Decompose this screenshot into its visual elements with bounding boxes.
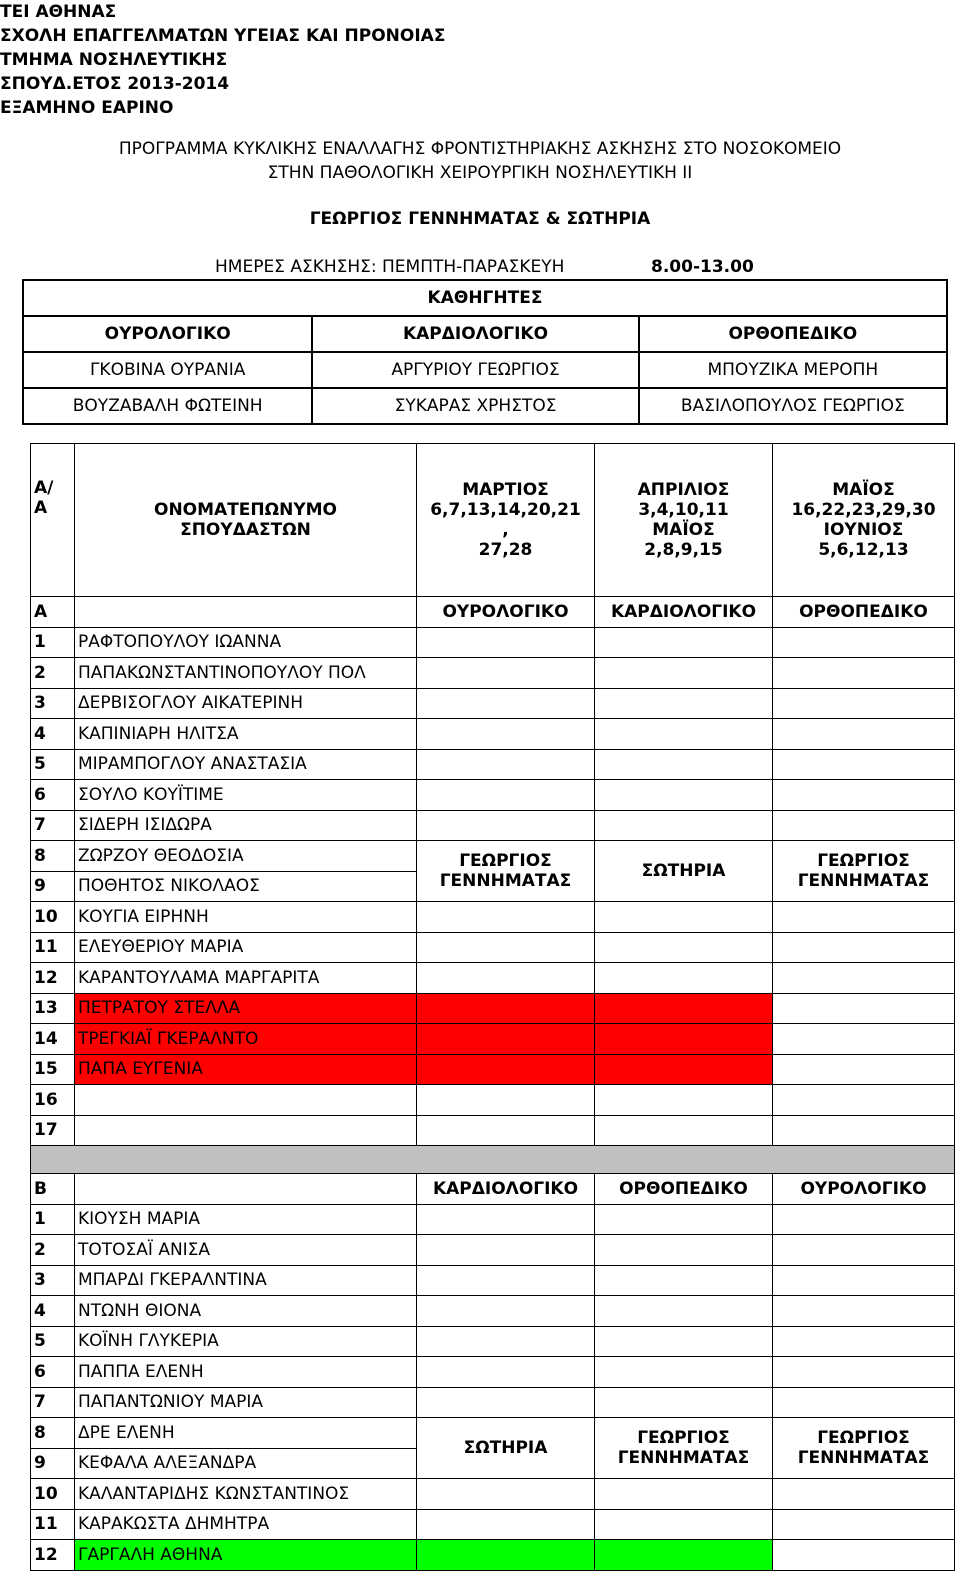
rotation-cell: [773, 1024, 955, 1055]
student-number: 9: [31, 1448, 75, 1479]
student-number: 7: [31, 1387, 75, 1418]
rotation-cell: [595, 658, 773, 689]
student-number: 9: [31, 871, 75, 902]
student-row: [31, 1357, 955, 1388]
professor-name: ΓΚΟΒΙΝΑ ΟΥΡΑΝΙΑ: [23, 352, 312, 388]
rotation-cell: [417, 1540, 595, 1571]
student-name: ΔΕΡΒΙΣΟΓΛΟΥ ΑΙΚΑΤΕΡΙΝΗ: [75, 688, 417, 719]
rotation-cell: [773, 688, 955, 719]
student-number: 4: [31, 719, 75, 750]
student-name: [75, 1085, 417, 1116]
rotation-cell: [595, 1540, 773, 1571]
rotation-cell: [595, 1115, 773, 1146]
rotation-cell: [595, 1085, 773, 1116]
period-header: ΜΑΪΟΣ 16,22,23,29,30 ΙΟΥΝΙΟΣ 5,6,12,13: [773, 444, 955, 597]
rotation-cell: [417, 749, 595, 780]
student-row: [31, 1235, 955, 1266]
program-title-line1: ΠΡΟΓΡΑΜΜΑ ΚΥΚΛΙΚΗΣ ΕΝΑΛΛΑΓΗΣ ΦΡΟΝΤΙΣΤΗΡΙΑΚΗΣ ΑΣΚΗΣΗΣ ΣΤΟ ΝΟΣΟΚΟΜΕΙΟ: [118, 139, 842, 159]
rotation-hospital: ΣΩΤΗΡΙΑ: [417, 1418, 595, 1479]
student-name: ΤΟΤΟΣΑΪ ΑΝΙΣΑ: [75, 1235, 417, 1266]
student-name: ΚΑΛΑΝΤΑΡΙΔΗΣ ΚΩΝΣΤΑΝΤΙΝΟΣ: [75, 1479, 417, 1510]
rotation-cell: [595, 749, 773, 780]
student-row: [31, 749, 955, 780]
rotation-cell: [417, 1326, 595, 1357]
rotation-cell: [417, 1296, 595, 1327]
student-row: [31, 719, 955, 750]
student-row: [31, 810, 955, 841]
professors-title: ΚΑΘΗΓΗΤΕΣ: [23, 280, 947, 316]
rotation-cell: [773, 1204, 955, 1235]
index-column-header: Α/ Α: [31, 444, 75, 597]
rotation-cell: [773, 719, 955, 750]
student-number: 12: [31, 1540, 75, 1571]
student-number: 6: [31, 780, 75, 811]
professor-name: ΣΥΚΑΡΑΣ ΧΡΗΣΤΟΣ: [312, 388, 638, 424]
professor-name: ΒΑΣΙΛΟΠΟΥΛΟΣ ΓΕΩΡΓΙΟΣ: [639, 388, 947, 424]
student-row: [31, 1204, 955, 1235]
student-row: [31, 1326, 955, 1357]
student-number: 8: [31, 841, 75, 872]
rotation-cell: [773, 658, 955, 689]
rotation-cell: [773, 627, 955, 658]
student-row: [31, 1540, 955, 1571]
student-number: 4: [31, 1296, 75, 1327]
rotation-cell: [595, 1204, 773, 1235]
student-name: ΚΙΟΥΣΗ ΜΑΡΙΑ: [75, 1204, 417, 1235]
rotation-cell: [417, 1115, 595, 1146]
student-name: ΠΑΠΑ ΕΥΓΕΝΙΑ: [75, 1054, 417, 1085]
student-number: 2: [31, 1235, 75, 1266]
student-row: [31, 1054, 955, 1085]
rotation-cell: [773, 1479, 955, 1510]
student-number: 3: [31, 1265, 75, 1296]
rotation-cell: [773, 993, 955, 1024]
schedule-table: [30, 443, 955, 1571]
rotation-cell: [417, 1085, 595, 1116]
student-row: [31, 1296, 955, 1327]
rotation-cell: [773, 1357, 955, 1388]
professor-name: ΒΟΥΖΑΒΑΛΗ ΦΩΤΕΙΝΗ: [23, 388, 312, 424]
rotation-cell: [417, 780, 595, 811]
student-row: [31, 1479, 955, 1510]
student-number: 10: [31, 902, 75, 933]
student-number: 2: [31, 658, 75, 689]
student-name: ΚΑΠΙΝΙΑΡΗ ΗΛΙΤΣΑ: [75, 719, 417, 750]
header-line: ΣΠΟΥΔ.ΕΤΟΣ 2013-2014: [0, 74, 230, 94]
header-line: ΤΜΗΜΑ ΝΟΣΗΛΕΥΤΙΚΗΣ: [0, 50, 228, 70]
rotation-cell: [417, 963, 595, 994]
rotation-cell: [595, 1296, 773, 1327]
student-name: ΜΠΑΡΔΙ ΓΚΕΡΑΛΝΤΙΝΑ: [75, 1265, 417, 1296]
dept-header: ΟΡΘΟΠΕΔΙΚΟ: [639, 316, 947, 352]
rotation-cell: [417, 993, 595, 1024]
rotation-hospital: ΓΕΩΡΓΙΟΣ ΓΕΝΝΗΜΑΤΑΣ: [417, 841, 595, 902]
rotation-cell: [595, 1235, 773, 1266]
separator-cell: [31, 1146, 955, 1174]
rotation-cell: [417, 1204, 595, 1235]
header-line: ΣΧΟΛΗ ΕΠΑΓΓΕΛΜΑΤΩΝ ΥΓΕΙΑΣ ΚΑΙ ΠΡΟΝΟΙΑΣ: [0, 26, 446, 46]
header-line: ΤΕΙ ΑΘΗΝΑΣ: [0, 2, 117, 22]
student-name: ΚΟΥΓΙΑ ΕΙΡΗΝΗ: [75, 902, 417, 933]
program-title-line2: ΣΤΗΝ ΠΑΘΟΛΟΓΙΚΗ ΧΕΙΡΟΥΡΓΙΚΗ ΝΟΣΗΛΕΥΤΙΚΗ ΙΙ: [267, 163, 693, 183]
rotation-cell: [417, 810, 595, 841]
student-number: 13: [31, 993, 75, 1024]
institution-header: [0, 0, 445, 120]
student-name: ΤΡΕΓΚΙΑΪ ΓΚΕΡΑΛΝΤΟ: [75, 1024, 417, 1055]
rotation-cell: [417, 902, 595, 933]
student-name: ΓΑΡΓΑΛΗ ΑΘΗΝΑ: [75, 1540, 417, 1571]
group-department: ΟΥΡΟΛΟΓΙΚΟ: [417, 597, 595, 628]
student-number: 11: [31, 1509, 75, 1540]
rotation-cell: [595, 627, 773, 658]
rotation-cell: [595, 932, 773, 963]
rotation-cell: [595, 810, 773, 841]
student-number: 1: [31, 627, 75, 658]
practice-days: ΗΜΕΡΕΣ ΑΣΚΗΣΗΣ: ΠΕΜΠΤΗ-ΠΑΡΑΣΚΕΥΗ: [215, 257, 565, 277]
group-department: ΚΑΡΔΙΟΛΟΓΙΚΟ: [595, 597, 773, 628]
rotation-cell: [773, 963, 955, 994]
group-label: Α: [31, 597, 75, 628]
student-name: ΠΟΘΗΤΟΣ ΝΙΚΟΛΑΟΣ: [75, 871, 417, 902]
student-row: [31, 963, 955, 994]
student-name: ΠΕΤΡΑΤΟΥ ΣΤΕΛΛΑ: [75, 993, 417, 1024]
group-department: ΟΡΘΟΠΕΔΙΚΟ: [773, 597, 955, 628]
group-separator: [31, 1146, 955, 1174]
rotation-cell: [417, 627, 595, 658]
hospital-title: ΓΕΩΡΓΙΟΣ ΓΕΝΝΗΜΑΤΑΣ & ΣΩΤΗΡΙΑ: [309, 209, 651, 229]
student-number: 16: [31, 1085, 75, 1116]
professors-table: [22, 279, 948, 425]
rotation-cell: [417, 1479, 595, 1510]
student-row: [31, 1024, 955, 1055]
student-name: ΖΩΡΖΟΥ ΘΕΟΔΟΣΙΑ: [75, 841, 417, 872]
student-name: ΝΤΩΝΗ ΘΙΟΝΑ: [75, 1296, 417, 1327]
student-row: [31, 1265, 955, 1296]
student-row: [31, 932, 955, 963]
rotation-cell: [773, 1326, 955, 1357]
rotation-cell: [595, 1265, 773, 1296]
student-number: 6: [31, 1357, 75, 1388]
rotation-cell: [773, 780, 955, 811]
student-row: [31, 627, 955, 658]
group-department: ΟΥΡΟΛΟΓΙΚΟ: [773, 1174, 955, 1205]
rotation-cell: [417, 1265, 595, 1296]
student-name: ΔΡΕ ΕΛΕΝΗ: [75, 1418, 417, 1449]
student-name: [75, 1115, 417, 1146]
student-row: [31, 1115, 955, 1146]
rotation-cell: [773, 1235, 955, 1266]
student-name: ΣΙΔΕΡΗ ΙΣΙΔΩΡΑ: [75, 810, 417, 841]
student-number: 3: [31, 688, 75, 719]
rotation-cell: [773, 1054, 955, 1085]
group-department: ΟΡΘΟΠΕΔΙΚΟ: [595, 1174, 773, 1205]
rotation-cell: [417, 1509, 595, 1540]
student-number: 7: [31, 810, 75, 841]
student-number: 1: [31, 1204, 75, 1235]
rotation-cell: [417, 1024, 595, 1055]
rotation-hospital: ΣΩΤΗΡΙΑ: [595, 841, 773, 902]
professor-name: ΜΠΟΥΖΙΚΑ ΜΕΡΟΠΗ: [639, 352, 947, 388]
rotation-cell: [595, 1054, 773, 1085]
student-name: ΚΕΦΑΛΑ ΑΛΕΞΑΝΔΡΑ: [75, 1448, 417, 1479]
rotation-cell: [773, 1387, 955, 1418]
period-header: ΜΑΡΤΙΟΣ 6,7,13,14,20,21 , 27,28: [417, 444, 595, 597]
student-name: ΚΟΪΝΗ ΓΛΥΚΕΡΙΑ: [75, 1326, 417, 1357]
rotation-cell: [773, 1265, 955, 1296]
rotation-cell: [417, 688, 595, 719]
rotation-cell: [595, 719, 773, 750]
rotation-cell: [417, 1387, 595, 1418]
rotation-hospital: ΓΕΩΡΓΙΟΣ ΓΕΝΝΗΜΑΤΑΣ: [773, 1418, 955, 1479]
rotation-cell: [773, 932, 955, 963]
rotation-cell: [595, 688, 773, 719]
dept-header: ΟΥΡΟΛΟΓΙΚΟ: [23, 316, 312, 352]
student-row: [31, 902, 955, 933]
student-row: [31, 1085, 955, 1116]
group-department: ΚΑΡΔΙΟΛΟΓΙΚΟ: [417, 1174, 595, 1205]
rotation-cell: [595, 1326, 773, 1357]
student-name: ΠΑΠΑΝΤΩΝΙΟΥ ΜΑΡΙΑ: [75, 1387, 417, 1418]
group-label: Β: [31, 1174, 75, 1205]
rotation-cell: [773, 1540, 955, 1571]
rotation-cell: [417, 658, 595, 689]
student-number: 12: [31, 963, 75, 994]
rotation-cell: [595, 1357, 773, 1388]
rotation-cell: [773, 1509, 955, 1540]
student-number: 17: [31, 1115, 75, 1146]
name-column-header: ΟΝΟΜΑΤΕΠΩΝΥΜΟ ΣΠΟΥΔΑΣΤΩΝ: [75, 444, 417, 597]
student-row: [31, 780, 955, 811]
student-name: ΜΙΡΑΜΠΟΓΛΟΥ ΑΝΑΣΤΑΣΙΑ: [75, 749, 417, 780]
rotation-cell: [773, 749, 955, 780]
rotation-cell: [417, 719, 595, 750]
rotation-cell: [417, 932, 595, 963]
rotation-cell: [417, 1054, 595, 1085]
rotation-hospital: ΓΕΩΡΓΙΟΣ ΓΕΝΝΗΜΑΤΑΣ: [595, 1418, 773, 1479]
rotation-cell: [773, 810, 955, 841]
student-row: [31, 688, 955, 719]
practice-hours: 8.00-13.00: [651, 257, 754, 277]
student-number: 8: [31, 1418, 75, 1449]
rotation-cell: [595, 902, 773, 933]
dept-header: ΚΑΡΔΙΟΛΟΓΙΚΟ: [312, 316, 638, 352]
student-number: 5: [31, 1326, 75, 1357]
rotation-cell: [595, 1509, 773, 1540]
period-header: ΑΠΡΙΛΙΟΣ 3,4,10,11 ΜΑΪΟΣ 2,8,9,15: [595, 444, 773, 597]
student-name: ΕΛΕΥΘΕΡΙΟΥ ΜΑΡΙΑ: [75, 932, 417, 963]
student-name: ΠΑΠΑΚΩΝΣΤΑΝΤΙΝΟΠΟΥΛΟΥ ΠΟΛ: [75, 658, 417, 689]
student-number: 5: [31, 749, 75, 780]
rotation-cell: [773, 1296, 955, 1327]
group-spacer: [75, 1174, 417, 1205]
rotation-cell: [417, 1235, 595, 1266]
student-name: ΡΑΦΤΟΠΟΥΛΟΥ ΙΩΑΝΝΑ: [75, 627, 417, 658]
rotation-cell: [773, 902, 955, 933]
student-number: 15: [31, 1054, 75, 1085]
group-spacer: [75, 597, 417, 628]
rotation-cell: [595, 963, 773, 994]
student-row: [31, 1387, 955, 1418]
student-number: 11: [31, 932, 75, 963]
rotation-cell: [417, 1357, 595, 1388]
rotation-cell: [595, 1479, 773, 1510]
student-name: ΠΑΠΠΑ ΕΛΕΝΗ: [75, 1357, 417, 1388]
student-number: 10: [31, 1479, 75, 1510]
student-number: 14: [31, 1024, 75, 1055]
student-row: [31, 658, 955, 689]
student-name: ΚΑΡΑΚΩΣΤΑ ΔΗΜΗΤΡΑ: [75, 1509, 417, 1540]
student-row: [31, 1418, 955, 1449]
student-row: [31, 993, 955, 1024]
student-name: ΚΑΡΑΝΤΟΥΛΑΜΑ ΜΑΡΓΑΡΙΤΑ: [75, 963, 417, 994]
rotation-cell: [595, 1024, 773, 1055]
rotation-cell: [595, 993, 773, 1024]
rotation-cell: [773, 1085, 955, 1116]
header-line: ΕΞΑΜΗΝΟ ΕΑΡΙΝΟ: [0, 98, 174, 118]
student-row: [31, 841, 955, 872]
rotation-hospital: ΓΕΩΡΓΙΟΣ ΓΕΝΝΗΜΑΤΑΣ: [773, 841, 955, 902]
professor-name: ΑΡΓΥΡΙΟΥ ΓΕΩΡΓΙΟΣ: [312, 352, 638, 388]
rotation-cell: [595, 1387, 773, 1418]
student-row: [31, 1509, 955, 1540]
student-name: ΣΟΥΛΟ ΚΟΥΪΤΙΜΕ: [75, 780, 417, 811]
rotation-cell: [595, 780, 773, 811]
rotation-cell: [773, 1115, 955, 1146]
